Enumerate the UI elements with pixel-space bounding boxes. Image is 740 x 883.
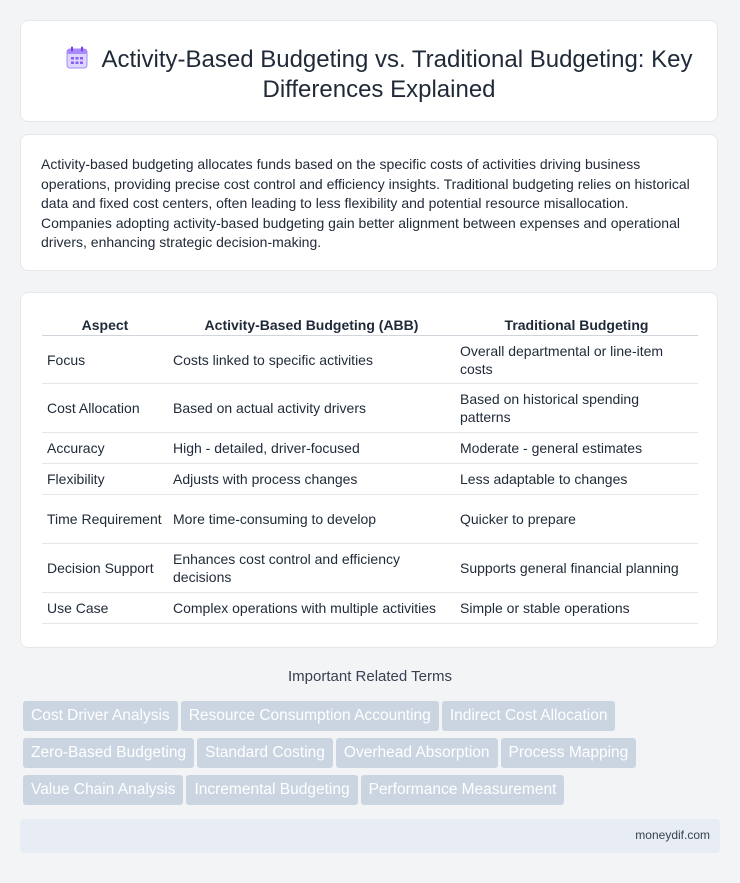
cell-aspect: Time Requirement [42,495,168,544]
table-row [42,384,698,433]
page-title: Activity-Based Budgeting vs. Traditional Budgeting: Key Differences Explained [101,46,693,103]
footer [20,819,720,853]
comparison-table [42,315,698,624]
page-title-block [61,45,697,105]
table-header-row [42,315,698,336]
cell-traditional: Supports general financial planning [455,544,698,593]
cell-abb: Costs linked to specific activities [168,336,455,384]
summary-card [20,134,718,271]
cell-abb: Complex operations with multiple activities [168,593,455,624]
term-tag[interactable]: Indirect Cost Allocation [442,701,616,731]
related-terms-title: Important Related Terms [288,668,452,685]
table-row [42,544,698,593]
table-row [42,464,698,495]
title-card [20,20,718,122]
related-terms-list [23,701,713,812]
cell-aspect: Focus [42,336,168,384]
table-row [42,495,698,544]
cell-abb: More time-consuming to develop [168,495,455,544]
table-row [42,593,698,624]
term-tag[interactable]: Cost Driver Analysis [23,701,178,731]
cell-traditional: Quicker to prepare [455,495,698,544]
cell-traditional: Moderate - general estimates [455,433,698,464]
cell-traditional: Based on historical spending patterns [455,384,698,433]
cell-abb: High - detailed, driver-focused [168,433,455,464]
cell-aspect: Decision Support [42,544,168,593]
cell-aspect: Use Case [42,593,168,624]
column-header-abb: Activity-Based Budgeting (ABB) [168,315,455,336]
term-tag[interactable]: Zero-Based Budgeting [23,738,194,768]
term-tag[interactable]: Overhead Absorption [336,738,498,768]
summary-text: Activity-based budgeting allocates funds based on the specific costs of activities driving business operations, providing precise cost control and efficiency insights. Traditional budgeting relies on historical data and fixed cost centers, often leading to less flexibility and potential resource misallocation. Companies adopting activity-based budgeting gain better alignment between expenses and operational drivers, enhancing strategic decision-making. [41,156,690,250]
term-tag[interactable]: Resource Consumption Accounting [181,701,439,731]
term-tag[interactable]: Standard Costing [197,738,333,768]
comparison-table-card [20,292,718,648]
cell-abb: Based on actual activity drivers [168,384,455,433]
cell-traditional: Overall departmental or line-item costs [455,336,698,384]
table-row [42,336,698,384]
calendar-icon [66,46,88,70]
cell-aspect: Accuracy [42,433,168,464]
cell-aspect: Flexibility [42,464,168,495]
cell-traditional: Less adaptable to changes [455,464,698,495]
cell-traditional: Simple or stable operations [455,593,698,624]
term-tag[interactable]: Incremental Budgeting [186,775,357,805]
footer-site[interactable]: moneydif.com [635,828,710,842]
term-tag[interactable]: Performance Measurement [361,775,565,805]
term-tag[interactable]: Value Chain Analysis [23,775,183,805]
table-row [42,433,698,464]
column-header-traditional: Traditional Budgeting [455,315,698,336]
cell-abb: Enhances cost control and efficiency decisions [168,544,455,593]
cell-abb: Adjusts with process changes [168,464,455,495]
cell-aspect: Cost Allocation [42,384,168,433]
column-header-aspect: Aspect [42,315,168,336]
term-tag[interactable]: Process Mapping [501,738,637,768]
